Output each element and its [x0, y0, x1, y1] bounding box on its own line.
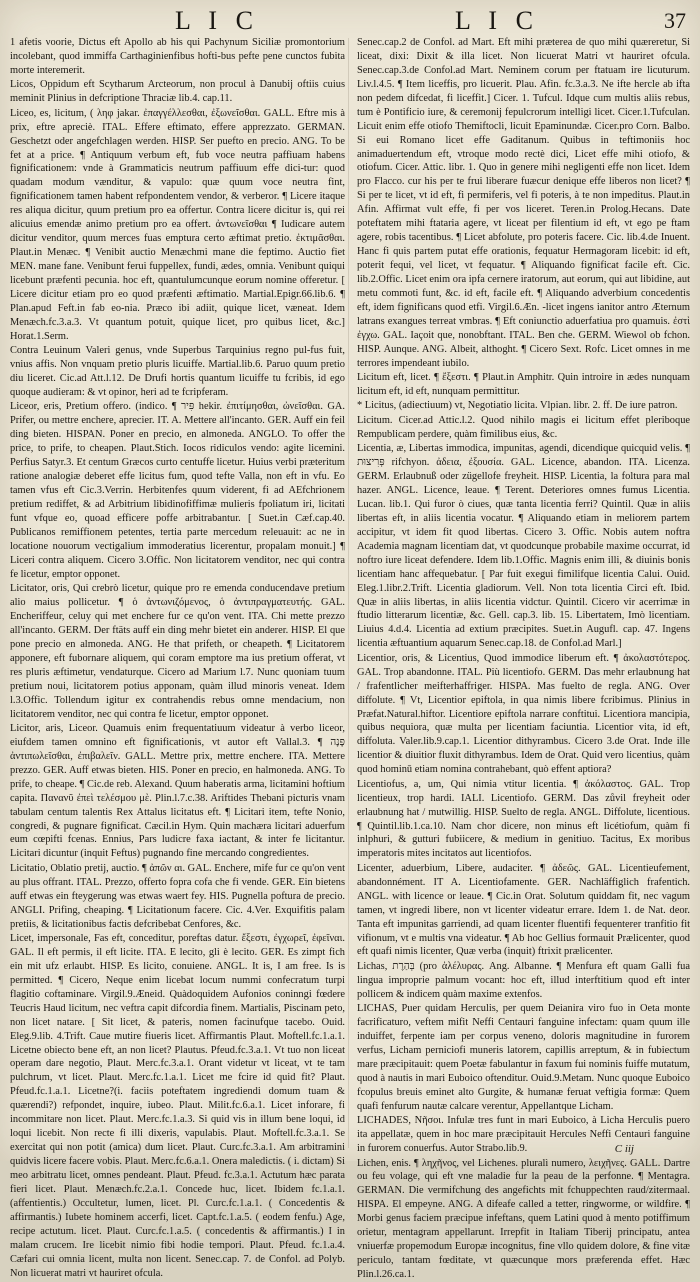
- column-gutter: [348, 38, 349, 1148]
- entry: Liceor, eris, Pretium offero. (indico. ¶ פִּיר hekir. ἐπιτίμησθαι, ὠνεῖσθαι. GA. Prifer, ou mettre enchere, aprecier. IT. A. Mettere all'incanto. GER. Auff ein feil ding bieten. HISPAN. Poner en precio, en almoneda. ANGLO. To offer the price, to prife, to cheapen. Plaut.Stich. Iocos ridiculos vendo: agite licemini. Perfius Satyr.3. Et centum Græcos curto centuffe licetur. Huius verbi præteritum ratione analogiæ deberet effe licitus fum, quod tefte Valla, non eft in vfu. Eo tamen vfus eft Cic.3.Verrin. Herbitenfes quum viderent, fi ad AEfchrionem pretium rediffet, & ad Arbitrium libidinofiffimæ mulieris fpoliatum iri, licitati funt vfque eo, quoad efficere poffe arbitrabantur. [ Suet.in Cæf.cap.40. Publicanos remiffionem petentes, tertia parte mercedum releuauit: ac ne in locatione nouorum vectigalium immoderatius licerentur, propalam monuit.] ¶ Liceri contra aliquem. Cicero 3.Offic. Non licitatorem venditor, nec qui contra fe licetur, emptor opponet.: [10, 401, 345, 580]
- entry: Licenter, aduerbium, Libere, audaciter. ¶ ἀδεῶς. GAL. Licentieufement, abandonnément. IT A. Licentiofamente. GER. Nachläffiglich frafentich. ANGL. with licence or leaue. ¶ Cic.in Orat. Solutum quiddam fit, nec vagum tamen, vt ingredi libere, non vt licenter videatur errare. Idem 1. de Nat. deor. Tanta eft impunitas garriendi, ad quam licenter fluentifi fequenterer tranfitio fit vifionum, vt e multis vna videatur. ¶ Ab hoc Gellius formauit Prælicenter, quod eft quafi nimis licenter, Quæ verba (inquit) ftrixit prælicenter.: [357, 862, 690, 958]
- entry: Lichas, בְּהַרֶת (pro ἀλέλυρας. Ang. Albanne. ¶ Menfura eft quam Galli fua lingua improprie palmum vocant: hoc eft, illud interftitium quod eft inter pollicem & indicem quàm maxime extenfos.: [357, 960, 690, 1000]
- entry: Senec.cap.2 de Confol. ad Mart. Eft mihi præterea de quo mihi quæreretur, Si liceat, dixi: Dixit & illa licet. Non licuerat Matri vt hauriret ofcula. Senec.cap.3.de Confol.ad Mart. Neminem corum per ftatuam ire licuturum. Liv.l.4.5. ¶ Item liceffis, pro licuerit. Plau. Afin. fc.3.a.3. Ne ifte hercle ab ifta non pedem difcedat, fi liceffit.] Cicer. 1. Tufcul. Idque cum multis aliis rebus, tum è Pontificio iure, & ceremonij fepulcrorum intelligi licet. Cicer.1.Tufculan. Licuit enim effe otiofo Themiftocli, licuit Epaminundæ. Cicer.pro Corn. Balbo. Si eui Romano licet effe Gaditanum. Quibus in teftimoniis hoc animaduertendum eft, vtroque modo rectè dici, Licet effe mihi otiofo, & otiofum. Cicer. Attic. libr. 1. Quo in genere mihi negligenti effe non licet. Idem pro Flacco. cur his per te frui liberare fuæcur denique effe liberos non licet? ¶ Si per te licet, vt id eft, fi permiferis, vel fi poteris, à te non impeditus. Plaut.in Afin. Affirmat vult effe, fi per vos liceret. Teren.in Prolog.Hecans. Date poteftatem mihi ftataria agere, vt liceat per filentium id eft, vt ego pe ftam agere, robis tacentibus. ¶ Licet abfolute, pro poteris facere. Cic. lib.4.de Inuent. Hanc fi quis partem putat effe orationis, fequatur Hermagoram licebit: id eft, poterit fequi, vel licet, vt fequatur. ¶ Aliquando fignificat facile eft. Cic. lib.2.Offic. Licet enim ora ipfa cernere iratorum, aut eorum, qui aut libidine, aut metu commoti funt, &c. id eft, facile eft. ¶ Aliquando adverbium concedentis eft, idem fignificans quod etfi. Virgil.6.Æn. -licet ingens ianitor antro Æternum latrans exangues terreat vmbras. ¶ Eft coniunctio aduerfatiua pro quamuis. ἐστὶ ἐγχω. GAL. Iaçoit que, nonobftant. ITAL. Ben che. GERM. Wiewol ob fchon. HISP. Aunque. ANG. Albeit, althoght. ¶ Cicero Sext. Rofc. Licet omnes in me terrores impendeant iubilo.: [357, 37, 690, 369]
- entry: Contra Leuinum Valeri genus, vnde Superbus Tarquinius regno pul-fus fuit, vnius affis. Non vnquam pretio pluris licuiffe. Martial.lib.6. Paruo quum pretio diu liceret. Cic.ad Att.l.12. De Drufi hortis quantum licuiffe tu fcribis, id ego quoque audieram: & vt opinor, heri ad te fcripferam.: [10, 345, 345, 398]
- entry: Lichen, enis. ¶ ληχῆνος, vel Lichenes. pluralì numero, λειχῆνες. GALL. Dartre ou feu volage, qui eft vne maladie fur la peau de la perfonne. ¶ Mentagra. GERMAN. Die vermifchung des angefichts mit fchuppechten raud/zitermaal. HISPA. El empeyne. ANG. A difeafe called a tetter, ringworme, or wildfire. ¶ Morbi genus faciem præcipue infeftans, quem Latini quod à mento potiffimum orietur, mentagram appellarunt. Irrepfit in Italiam Tiberij principatu, antea vniuerfæ propemodum Europæ incognitus, fine vllo quidem dolore, & fine vitæ periculo, tantam fœditate, vt quæcunque mors præferenda effet. Hæc Plin.l.26.ca.1.: [357, 1157, 690, 1280]
- signature-mark: C iij: [614, 1143, 634, 1155]
- entry: Liceo, es, licitum, ( ληφ jakar. ἐπαγγέλλεσθαι, ἐξωνεῖσθαι. GALL. Eftre mis à prix, eftre apreciè. ITAL. Effere eftimato, effere apprezzato. GERMAN. Geschetzt oder angefchlagen werden. HISP. Ser puefto en precio. ANG. To be fet at a price. ¶ Antiquum verbum eft, fub voce neutra paffiuam habens fignificationem: vnde à Grammaticis neutrum paffiuum effe dici-tur: quod quadam modum vænditur, & vapulo: quæ quum voce neutra fint, fignificationem tamen habent refpondentem vendor, & verberor. ¶ Licere itaque res aliqua dicitur, quum pretium pro ea offertur. Contra licere dicitur is, qui rei alicuius emendæ animo pretium pro ea offert. ἀντωνεῖσθαι ¶ Iudicare autem dicitur venditor, quum merces fuas emptura certo æftimat pretio. ἐκτιμᾶσθαι. Plaut.in Menæc. ¶ Venibit auctio Menæchmi mane die feptimo. Auctio fiet MEN. mane fane. Venibunt ferui fuppellex, fundi, ædes, omnia. Venibunt quiqui licebunt præfenti pecunia. hoc eft, quantulumcunque eorum nomine offeretur. [ Licere dicitur etiam pro eo quod præfenti æftimatio. Martial.Epigr.66.lib.6. ¶ Plan.apud Feft.in fab eo-nia. Præco ibi adiit, quique licet, væneat. Idem Menæch.fc.3.a.3. Vt quantum potuit, quique licet, pro quibus licet, &c.] Horat.1.Serm.: [10, 107, 345, 342]
- entry: LICHADES, Νῆσοι. Infulæ tres funt in mari Euboico, à Licha Herculis puero ita appellatæ, quem in hoc mare præcipitauit Hercules Neffi Centauri fanguine in furorem conuerfus. Autor Strabo.lib.9.: [357, 1115, 690, 1155]
- entry: * Licitus, (adiectiuum) vt, Negotiatio licita. Vlpian. libr. 2. ff. De iure patron.: [357, 400, 678, 412]
- entry: Licos, Oppidum eft Scytharum Arcteorum, non procul à Danubij oftiis cuius meminit Plinius in defcriptione Thraciæ lib.4. cap.11.: [10, 79, 345, 105]
- entry: Licitum. Cicer.ad Attic.l.2. Quod nihilo magis ei licitum effet pleriboque Rempublicam perdere, quàm fimilibus eius, &c.: [357, 414, 690, 440]
- entry: Licitor, aris, Liceor. Quamuis enim frequentatiuum videatur à verbo liceor, eiufdem tamen omnino eft fignificationis, vt autor eft Vallal.3. ¶ פָּנָה ἀντιπωλεῖσθαι, ἐπιβαλεῖν. GALL. Mettre prix, mettre enchere. ITA. Mettere prezzo. GER. Auff etwas bieten. HIS. Poner en precio, en halmoneda. ANG. To prife, to cheape. ¶ Cic.de reb. Alexand. Quum haberatis arma, licitamini hoftium capita. Πανανῦ ἐπεὶ τελέσμου μὲ. Plin.l.7.c.38. Ariftides Thebani picturis vnam tabulam centum talentis Rex Attalus licitatus eft. ¶ Licitari item, tefte Nonio, congredi, & pugnare fignificat. Cæcil.in Hym. Quin machæra licitari aduerfum eum cœpifti fcenas. Ennius, Pars ludicre faxa iactant, & inter fe licitantur. Licitari dicuntur (inquit Feftus) pugnando fine mercando congredientes.: [10, 722, 345, 860]
- running-header: [0, 2, 700, 36]
- entry: Licentior, oris, & Licentius, Quod immodice liberum eft. ¶ ἀκολαστότερος. GAL. Trop abandonne. ITAL. Più licentiofo. GERM. Das mehr erlaubnung hat / frafentlicher meifterhaffriger. HISPA. Mas fuelto de regla. ANG. Over diffolute. ¶ Vt, Licentior epiftola, in qua nimis libere fcribimus. Plinius in Præfat.Natural.hiftor. Licentiore epiftola narrare conftitui. Licentiora mancipia, quibus nequiora, quæ multa per licentiam faciuntia. Licentior vita, id eft, diffoluta. Valer.lib.9.cap.1. Licentior dithyrambus. Cicero 3.de Orat. Inde ille licentior & diuitior fluxit dithyrambus. Idem de Orat. Quid vero licentius, quàm quod hominū etiam nomina contrahebant, quò effent aptiora?: [357, 652, 690, 776]
- right-headword: L I C: [455, 6, 539, 35]
- left-column: [10, 36, 345, 1279]
- entry: Licitatio, Oblatio pretij, auctio. ¶ ἀπῶν αι. GAL. Enchere, mife fur ce qu'on vent au plus offrant. ITAL. Prezzo, offerto fopra cofa che fi vende. GER. Ein bietens auff etwas ein fteygerung was etwas waert fey. HIS. Pugnella poftura de precio. ANGLI. Prifing, cheaping. ¶ Licitationum facere. Cic. 4.Ver. Exquifitis palam pretiis, & licitationibus factis defcribebat Cenfores, &c.: [10, 862, 345, 930]
- entry: Licentiofus, a, um, Qui nimia vtitur licentia. ¶ ἀκόλαστος. GAL. Trop licentieux, trop hardi. IALI. Licentiofo. GERM. Das zůvil freyheit oder erlaubnung hat / mutwillig. HISP. Suelto de regla. ANGL. Diffolute, licentious. ¶ Quintil.lib.1.ca.10. Nam chor dicere, non minus eft licétiofum, quàm fi inlphuri, & gutturi fubiicere, & medium in genitiuo. Tacitus, Ex moribus imperatoris mites incitatos aut licentiofos.: [357, 778, 690, 860]
- entry: 1 afetis νoorie, Dictus eft Apollo ab his qui Pachynum Siciliæ promontorium incolebant, quod immiffa Carthaginienfibus hofti-bus pefte pene cunctos fubita morte interemerit.: [10, 37, 345, 76]
- entry: Licitum eft, licet. ¶ ἔξεστι. ¶ Plaut.in Amphitr. Quin introire in ædes nunquam licitum eft, id eft, nunquam permittitur.: [357, 372, 690, 397]
- entry: Licet, impersonale, Fas eft, conceditur, poreftas datur. ἔξεστι, ἐγχωρεῖ, ἐφεῖναι. GAL. Il eft permis, il eft licite. ITA. E lecito, gli è lecito. GER. Es zimpt fich ein mit ufz erlaubt. HISP. Es licito, conuiene. ANGL. It is, I am free. Is is permitted. ¶ Cicero, Neque enim licebat locum nummi confecratum turpi flagitio coftaminare. Virgil.9.Æneid. Quàdoquidem Aufonios coninngi fœdere Teucris Haud licitum, nec veftra capit difcordia finem. Martialis, Piscinam peto, non licet natare. [ Sit licet, & pateris, nomen facinufque tacebo. Ouid. Eleg.9.lib. 4.Trift. Caue mutire fiueris licet. Affirmantis Plaut. Moftell.fc.1.a.1. Licetne obiecto bene eft, an non licet? Plautus. Pfeud.fc.3.a.1. Vt tuo non liceat operam dare negotio, Plaut. Merc.fc.3.a.1. Orant videtur vt liceat, vt te tam pulchrum, vt licet. Plaut. Merc.fc.1.a.1. Licet me fcire id quid fit? Plaut. Pfeud.fc.1.a.1. Licetne?(i. faciis poteftatem ingrediendi domum tuam & quærendi?) refpondet, inquire, iubeo. Plaut. Milit.fc.6.a.1. Licet inforare, fi incommitare non licet. Plaut. Merc.fc.1.a.3. Si quid vis in illum bene loqui, id loqui licebit. Non recte fi illi dixeris, vapulabis. Plaut. Moftell.fc.3.a.1. Se exercitat qui non potit (amica) dum licet. Plaut. Curc.fc.3.a.1. Am arbitramini quidvis licere facere vobis. Plaut. Merc.fc.6.a.1. Onera maledictis. ( i. dictam) Si meo arbitratu licet, omnes pendeant. Plaut. Pfeud. fc.3.a.1. Actutum hæc parata fieri licet. Plaut. Menæch.fc.2.a.1. Concede huc, licet. Ibidem fc.1.a.1. (affentientis.) Occultetur, lumen, licet. Pl. Curc.fc.1.a.1. ( Concedentis & affirmantis.) Iubete hominem accerfi, licet. Capt.fc.1.a.5. ( eodem fenfu.) Age, recipe actutum. licet. Plaut. Curc.fc.1.a.5. ( concedentis & affirmantis.) I in malam crucem. Ire licebit nimio fibi hodie tempori. Plaut. Pfeud. fc.1.a.4. Cæfari cui omnia licent, multa non licent. Senec.cap. 7. de Confol. ad Polyb. Non licuerat matri vt hauriret ofcula.: [10, 933, 345, 1279]
- entry: Licitator, oris, Qui crebrò licetur, quique pro re emenda conducendave pretium alio maius pollicetur. ¶ ὁ ἀντωνιζόμενος, ὁ ἀντιπραγματευτής. GAL. Encheriffeur, celuy qui met enchere fur ce qu'on vent. ITA. Chi mette prezzo all'incanto. GERM. Der ftäts auff ein ding mehr bietet ein anderer. HISP. El que pone precio en almoneda. ANG. He that prifeth, or cheapeth. ¶ Licitatorem apponere, eft fubornare aliquem, qui coram emptore ma ius pretium offerat, vt res pluris æftimetur, vendaturque. Cicero ad Marium l.7. Nunc quoniam tuum pretium noui, licitatorem potius apponam, quàm illud minoris veneat. Idem l.3.Offic. Tollendum igitur ex contrahendis rebus omne mendacium, non licitatorem venditor, nec qui contra fe licetur, emptor opponet.: [10, 583, 345, 720]
- left-headword: L I C: [175, 6, 259, 35]
- entry: LICHAS, Puer quidam Herculis, per quem Deianira viro fuo in Oeta monte facrificaturo, veftem mifit Neffi Centauri fanguine infectam: quam quum ille induiffet, ferpente iam per corpus veneno, doloris magnitudine in furorem verfus, Licham perniciofi muneris latorem, capillis arreptum, & in fubiectum mare præcipitauit: quem Poetæ fabulantur in faxum fui nominis fuiffe mutatum, quod à nautis in mari Euboico oftenditur. Ouid.9.Metam. Nunc quoque Euboico fcopulus breuis eminet alto Gurgite, & humanæ feruat veftigia formæ: Quem quafi fenfurum nautæ calcare verentur, Appellantque Licham.: [357, 1003, 690, 1112]
- entry: Licentia, æ, Libertas immodica, impunitas, agendi, dicendique quicquid velis. ¶ פְּרִיצוּת rifchyon. ἀδεια, ἐξουσία. GAL. Licence, abandon. ITA. Licenza. GERM. Erlaubnuß oder zügellofe freyheit. HISP. Licentia, la foltura para mal hazer. ANGL. Licence, leaue. ¶ Terent. Deteriores omnes fumus Licentia. Lucan. lib.1. Qui furor ò ciues, quæ tanta licentia ferri? Quintil. Quæ in aliis libertas eft, in aliis licentia vocatur. ¶ Aliquando etiam in meliorem partem accipitur, vt idem fit quod libertas. Cicero 3. Offic. Nobis autem noftra Academia magnam licentiam dat, vt quodcunque probabile maxime occurrat, id noftro iure liceat defendere. Idem lib.1.Offic. Magnis enim illi, & diuinis bonis licentiam hanc affequebatur. [ Par fuit exegui fimilifque licentia Calui. Ouid. Eleg.1.libr.2.Trift. Licentia gladiorum. Vell. Non tota licentia Circi eft. Ibid. Quæ in aliis libertas, in aliis licentia vidctur. Quintil. Cicero vir acerrimæ in ftudio litterarum licentiæ, &c. Gell. cap.3. lib. 15. Libertatem, Imò licentiam. Liuius 4.d.4. Licentia ad extium præcipites. Suet.in Augufl. cap. 47. Ingens licentia æftuantium aquarum Senec.cap.18. de Confol.ad Marl.]: [357, 443, 690, 650]
- page-number: 37: [664, 8, 686, 33]
